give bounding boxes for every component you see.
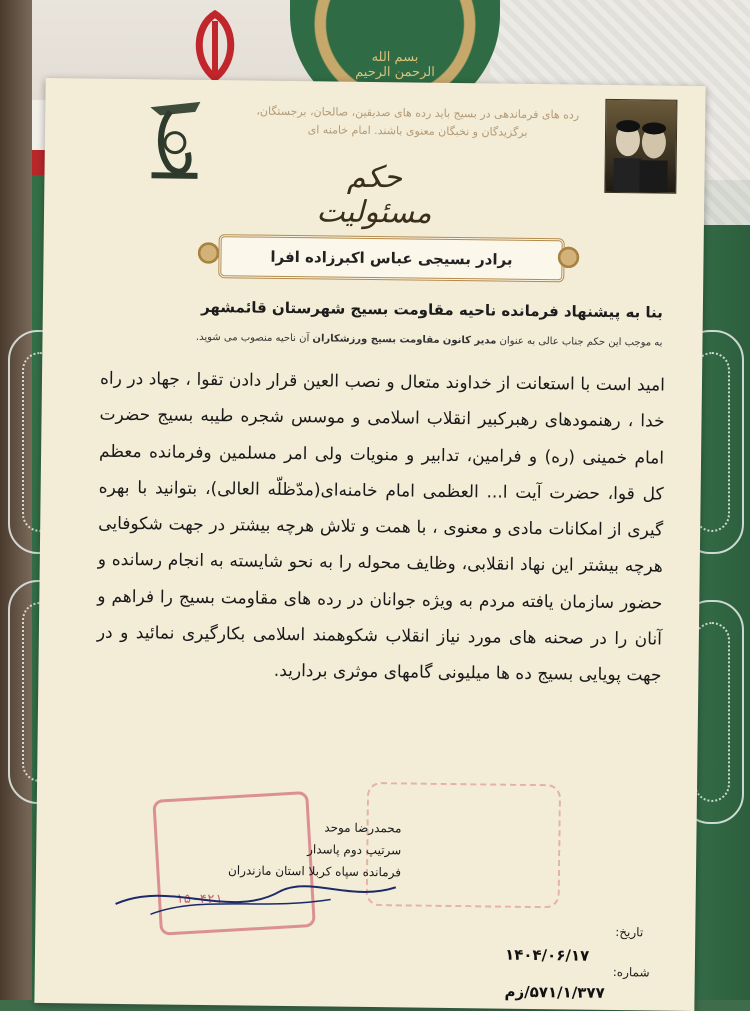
stamp-code: ۱۵۰۴۲۱ xyxy=(175,891,223,908)
certificate-title: حکم مسئولیت xyxy=(316,159,432,231)
appointment-prefix: به موجب این حکم جناب عالی به عنوان xyxy=(499,335,663,349)
appointment-unit: مقاومت بسیج ورزشکاران xyxy=(312,333,440,346)
number-label: شماره: xyxy=(612,964,650,980)
signatory-position: فرمانده سپاه کربلا استان مازندران xyxy=(227,863,402,880)
irgc-logo-icon xyxy=(139,97,210,188)
leaders-portrait xyxy=(604,99,677,194)
date-label: تاریخ: xyxy=(615,925,644,940)
signatory-rank: سرتیپ دوم پاسدار xyxy=(307,842,402,858)
handwritten-signature-icon xyxy=(110,859,401,933)
date-value: ۱۴۰۴/۰۶/۱۷ xyxy=(504,945,590,965)
appointment-role: مدیر کانون xyxy=(442,334,497,347)
appointment-suffix: آن ناحیه منصوب می شوید. xyxy=(195,331,310,345)
appointment-line xyxy=(102,331,662,349)
roundel-calligraphy: بسم الله الرحمن الرحیم xyxy=(355,50,435,80)
leader-quote: رده های فرماندهی در بسیج باید رده های صدیقین، صالحان، برجستگان، برگزیدگان و نخبگان معنوی باشند. امام خامنه ای xyxy=(256,104,580,139)
certificate-body: امید است با استعانت از خداوند متعال و نصب العین قرار دادن تقوا ، جهاد در راه خدا ، رهنمودهای رهبرکبیر انقلاب اسلامی و موسس شجره طیبه بسیج حضرت امام خمینی (ره) و فرامین، تدابیر و منویات ولی امر مسلمین وفرمانده معظم کل قوا، حضرت آیت ا... العظمی امام خامنه‌ای(مدّظلّه العالی)، بتوانید با بهره گیری از امکانات مادی و معنوی ، با همت و تلاش هرچه بیشتر در جهت شکوفایی هرچه بیشتر این نهاد انقلابی، وظایف محوله را به نحو شایسته به انجام رسانده و حضور سازمان یافته مردم به ویژه جوانان در رده های مقاومت بسیج را فراهم و آنان را در صحنه های مورد نیاز انقلاب شکوهمند اسلامی بکارگیری نمائید و در جهت پویایی بسیج ده ها میلیونی گامهای موثری بردارید. xyxy=(96,368,666,686)
appointment-certificate xyxy=(34,78,705,1011)
number-value: ۵۷۱/۱/۳۷۷/زم xyxy=(504,982,605,1002)
banner-ornament-right xyxy=(555,234,582,280)
intro-line: بنا به پیشنهاد فرمانده ناحیه مقاومت بسیج شهرستان قائمشهر xyxy=(201,297,663,322)
iran-emblem-icon xyxy=(165,6,265,86)
portrait-image-icon xyxy=(605,100,676,193)
signatory-name: محمدرضا موحد xyxy=(324,820,402,836)
recipient-name: برادر بسیجی عباس اکبرزاده افرا xyxy=(218,234,565,282)
